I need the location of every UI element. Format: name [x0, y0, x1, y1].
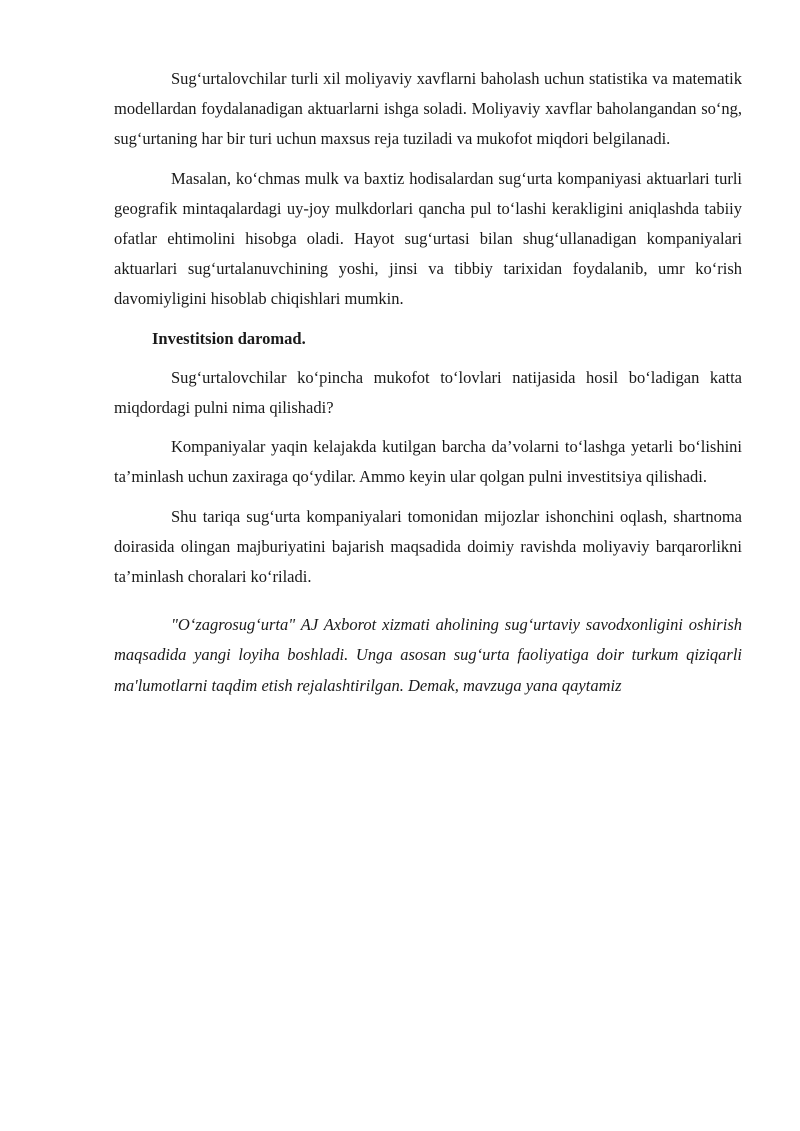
- paragraph-reserves: Kompaniyalar yaqin kelajakda kutilgan barcha da’volarni to‘lashga yetarli bo‘lishini ta’minlash uchun zaxiraga qo‘ydilar. Ammo keyin ular qolgan pulni investitsiya qilishadi.: [114, 437, 742, 487]
- section-heading: Investitsion daromad.: [152, 328, 306, 348]
- paragraph-examples: Masalan, ko‘chmas mulk va baxtiz hodisalardan sug‘urta kompaniyasi aktuarlari turli geografik mintaqalardagi uy-joy mulkdorlari qancha pul to‘lashi kerakligini aniqlashda tabiiy ofatlar ehtimolini hisobga oladi. Hayot sug‘urtasi bilan shug‘ullanadigan kompaniyalari aktuarlari sug‘urtalanuvchining yoshi, jinsi va tibbiy tarixidan foydalanib, umr ko‘rish davomiyligini hisoblab chiqishlari mumkin.: [114, 168, 742, 309]
- paragraph-actuaries: Sug‘urtalovchilar turli xil moliyaviy xavflarni baholash uchun statistika va matematik modellardan foydalanadigan aktuarlarni ishga soladi. Moliyaviy xavflar baholangandan so‘ng, sug‘urtaning har bir turi uchun maxsus reja tuziladi va mukofot miqdori belgilanadi.: [114, 69, 742, 149]
- closing-announcement: "O‘zagrosug‘urta" AJ Axborot xizmati aholining sug‘urtaviy savodxonligini oshirish maqsadida yangi loyiha boshladi. Unga asosan sug‘urta faoliyatiga doir turkum qiziqarli ma'lumotlarni taqdim etish rejalashtirilgan. Demak, mavzuga yana qaytamiz: [114, 615, 742, 695]
- paragraph-stability: Shu tariqa sug‘urta kompaniyalari tomonidan mijozlar ishonchini oqlash, shartnoma doirasida olingan majburiyatini bajarish maqsadida doimiy ravishda moliyaviy barqarorlikni ta’minlash choralari ko‘riladi.: [114, 506, 742, 587]
- document-page: [114, 64, 742, 710]
- paragraph-question: Sug‘urtalovchilar ko‘pincha mukofot to‘lovlari natijasida hosil bo‘ladigan katta miqdordagi pulni nima qilishadi?: [114, 367, 742, 418]
